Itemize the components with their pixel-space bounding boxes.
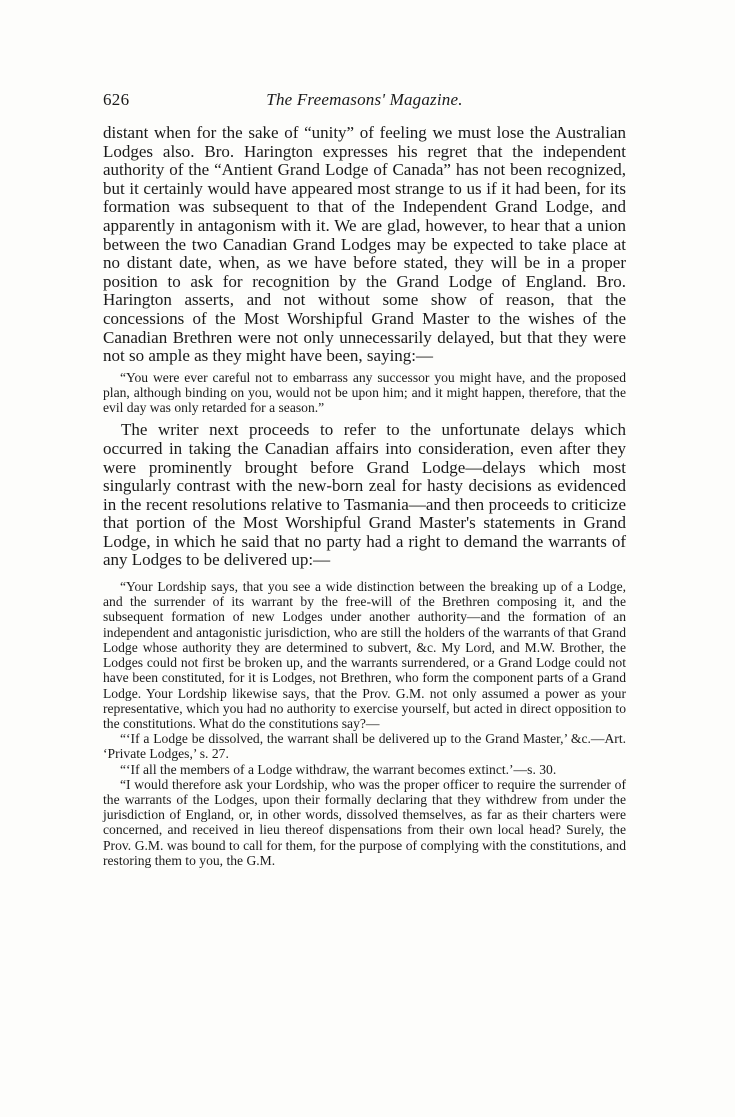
- paragraph-1: distant when for the sake of “unity” of feeling we must lose the Australian Lodges also. Bro. Harington expresses his regret that the independent authority of the “Antient Grand Lodge of Canada” has not been recognized, but it certainly would have appeared most strange to us if it had been, for its formation was subsequent to that of the Independent Grand Lodge, and apparently in antagonism with it. We are glad, however, to hear that a union between the two Canadian Grand Lodges may be expected to take place at no distant date, when, as we have before stated, they will be in a proper position to ask for recognition by the Grand Lodge of England. Bro. Harington asserts, and not without some show of reason, that the concessions of the Most Worshipful Grand Master to the wishes of the Canadian Brethren were not only unnecessarily delayed, but that they were not so ample as they might have been, saying:—: [103, 123, 626, 366]
- quotation-1: “You were ever careful not to embarrass any successor you might have, and the proposed plan, although binding on you, would not be upon him; and it might happen, therefore, that the evil day was only retarded for a season.”: [103, 369, 626, 416]
- paragraph-2: The writer next proceeds to refer to the unfortunate delays which occurred in taking the Canadian affairs into consideration, even after they were prominently brought before Grand Lodge—delays which most singularly contrast with the new-born zeal for hasty decisions as evidenced in the recent resolutions relative to Tasmania—and then proceeds to criticize that portion of the Most Worshipful Grand Master's statements in Grand Lodge, in which he said that no party had a right to demand the warrants of any Lodges to be delivered up:—: [103, 420, 626, 570]
- quotation-5: “I would therefore ask your Lordship, who was the proper officer to require the surrender of the warrants of the Lodges, upon their formally declaring that they withdrew from under the jurisdiction of England, or, in other words, dissolved themselves, as far as their charters were concerned, and received in lieu thereof dispensations from their own local head? Surely, the Prov. G.M. was bound to call for them, for the purpose of complying with the constitutions, and restoring them to you, the G.M.: [103, 776, 626, 868]
- page-number: 626: [103, 90, 130, 109]
- article-body: [103, 124, 626, 868]
- quotation-4: “‘If all the members of a Lodge withdraw, the warrant becomes extinct.’—s. 30.: [120, 761, 557, 777]
- quotation-2: “Your Lordship says, that you see a wide distinction between the breaking up of a Lodge, and the surrender of its warrant by the free-will of the Brethren composing it, and the subsequent formation of new Lodges under another authority—and the formation of an independent and antagonistic jurisdiction, who are still the holders of the warrants of that Grand Lodge whose authority they are determined to subvert, &c. My Lord, and M.W. Brother, the Lodges could not first be broken up, and the warrants surrendered, or a Grand Lodge could not have been constituted, for it is Lodges, not Brethren, who form the component parts of a Grand Lodge. Your Lordship likewise says, that the Prov. G.M. not only assumed a power as your representative, which you had no authority to exercise yourself, but acted in direct opposition to the constitutions. What do the constitutions say?—: [103, 579, 626, 731]
- page-header: [103, 90, 626, 114]
- running-title: The Freemasons' Magazine.: [266, 90, 463, 109]
- quotation-3: “‘If a Lodge be dissolved, the warrant shall be delivered up to the Grand Master,’ &c.—Art. ‘Private Lodges,’ s. 27.: [103, 731, 626, 762]
